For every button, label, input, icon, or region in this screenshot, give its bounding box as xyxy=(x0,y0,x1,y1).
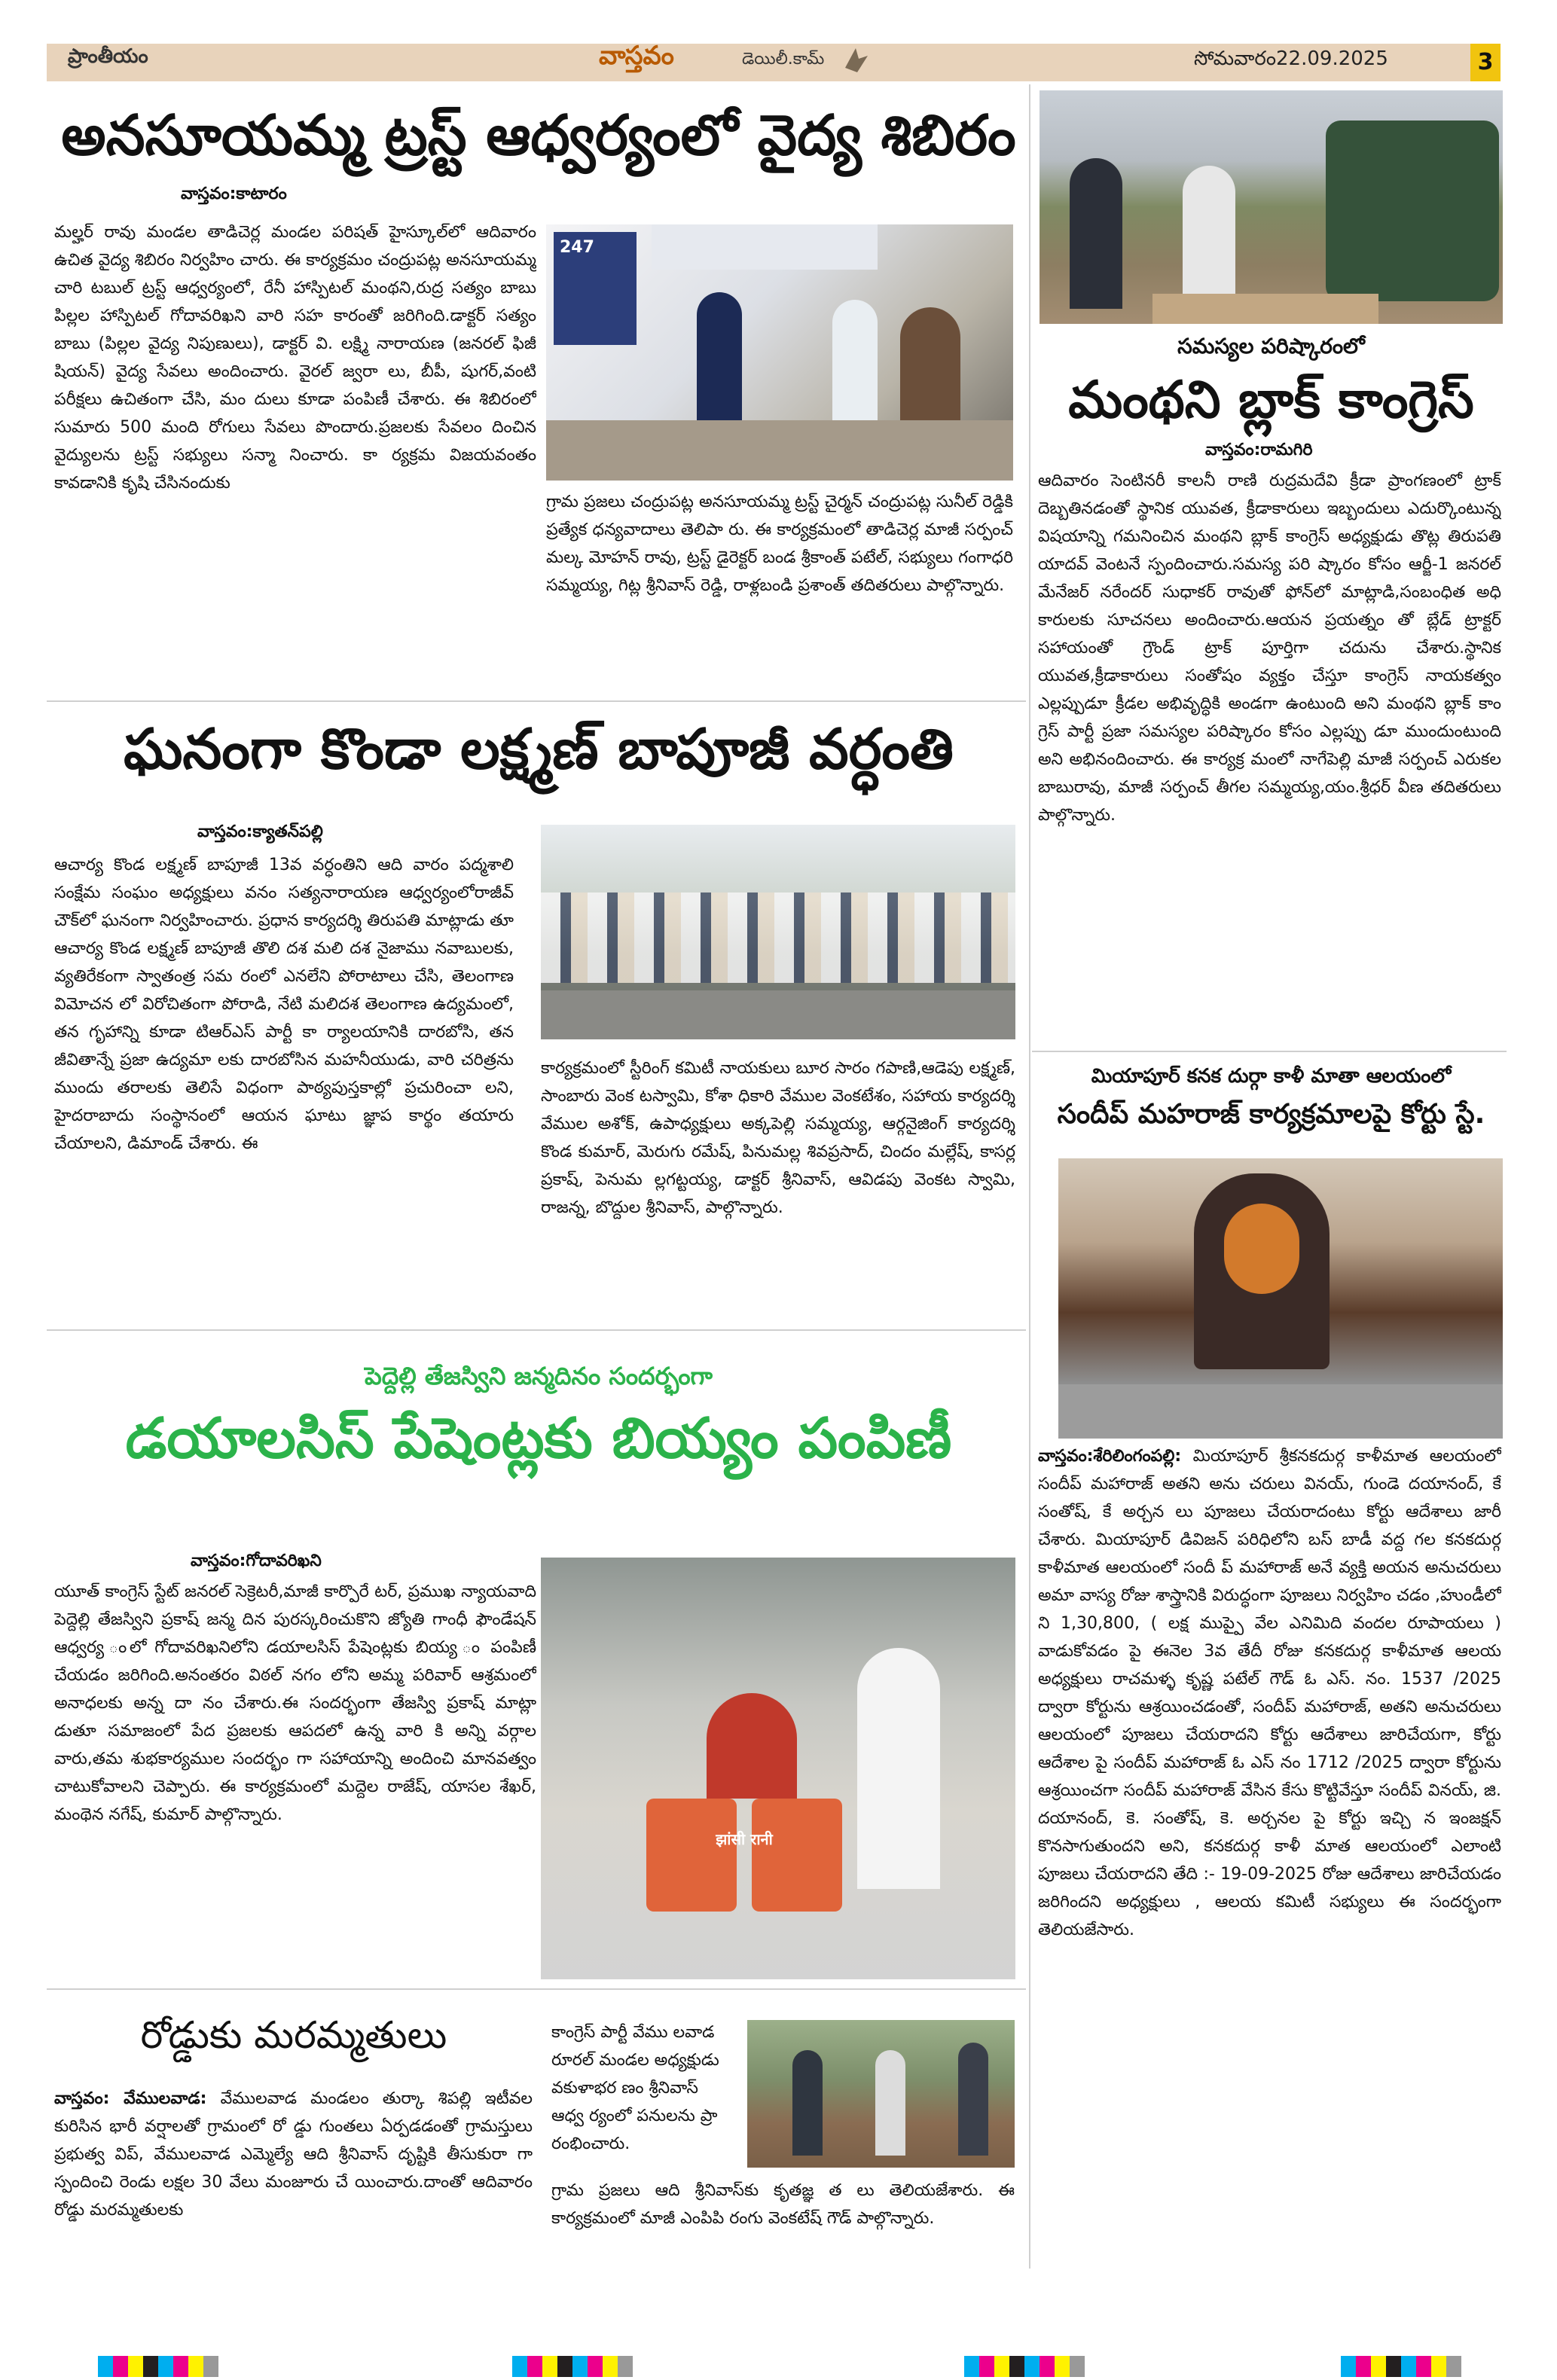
article2-headline: మంథని బ్లాక్ కాంగ్రెస్ xyxy=(1068,371,1474,430)
article2-photo xyxy=(1040,90,1503,324)
article6-col1: వేములవాడ మండలం తుర్కా శిపల్లి ఇటీవల కురిసిన భారీ వర్షాలతో గ్రామంలో రో డ్డు గుంతలు ఏర్పడడంతో గ్రామస్తులు ప్రభుత్వ విప్, వేములవాడ ఎమ్మెల్యే ఆది శ్రీనివాస్ దృష్టికి తీసుకురా గా స్పందించి రెండు లక్షల 30 వేలు మంజూరు చే యించారు.దాంతో ఆదివారం రోడ్డు మరమ్మతులకు xyxy=(54,2089,533,2220)
rice-bag-label: झांसी रानी xyxy=(716,1830,773,1848)
article1-dateline: వాస్తవం:కాటారం xyxy=(181,185,287,203)
article6-col2a: కాంగ్రెస్ పార్టీ వేము లవాడ రూరల్ మండల అధ్యక్షుడు వకుళాభర ణం శ్రీనివాస్ ఆధ్వ ర్యంలో పనులను ప్రా రంభించారు. xyxy=(551,2023,719,2153)
photo-banner-text: 247 xyxy=(560,238,594,257)
article3-dateline: వాస్తవం:క్యాతన్‌పల్లి xyxy=(197,822,323,841)
article5-photo xyxy=(541,1558,1015,1979)
issue-date: సోమవారం22.09.2025 xyxy=(1194,47,1388,70)
article4-headline: సందీప్ మహరాజ్ కార్యక్రమాలపై కోర్టు స్టే. xyxy=(1057,1099,1485,1130)
section-divider xyxy=(1032,1051,1507,1052)
bird-logo-icon xyxy=(842,45,869,75)
article6-photo xyxy=(747,2020,1015,2168)
article6-headline: రోడ్డుకు మరమ్మతులు xyxy=(140,2013,447,2057)
section-divider xyxy=(47,700,1026,702)
paper-name: వాస్తవం xyxy=(599,41,674,71)
article5-headline: డయాలసిస్ పేషెంట్లకు బియ్యం పంపిణీ xyxy=(125,1406,952,1471)
article2-text: ఆదివారం సెంటినరీ కాలనీ రాణి రుద్రమదేవి క్రీడా ప్రాంగణంలో ట్రాక్ దెబ్బతినడంతో స్థానిక యువత, క్రీడాకారులు ఇబ్బందులు ఎదుర్కొంటున్న విషయాన్ని గమనించిన మంథని బ్లాక్ కాంగ్రెస్ అధ్యక్షుడు తొట్ల తిరుపతి యాదవ్ వెంటనే స్పందించారు.సమస్య పరి ష్కారం కోసం ఆర్జీ-1 జనరల్ మేనేజర్ నరేందర్ సుధాకర్ రావుతో ఫోన్‌లో మాట్లాడి,సంబంధిత అధి కారులకు సూచనలు అందించారు.ఆయన ప్రయత్నం తో బ్లేడ్ ట్రాక్టర్ సహాయంతో గ్రౌండ్ ట్రాక్ పూర్తిగా చదును చేశారు.స్థానిక యువత,క్రీడాకారులు సంతోషం వ్యక్తం చేస్తూ కాంగ్రెస్ నాయకత్వం ఎల్లప్పుడూ క్రీడల అభివృద్ధికి అండగా ఉంటుంది అని మంథని బ్లాక్ కాం గ్రెస్ పార్టీ ప్రజా సమస్యల పరిష్కారం కోసం ఎల్లప్పు డూ ముందుంటుంది అని అభినందించారు. ఈ కార్యక్ర మంలో నాగేపెల్లి మాజీ సర్పంచ్ ఎరుకల బాబురావు, మాజీ సర్పంచ్ తీగల సమ్మయ్య,యం.శ్రీధర్ వీణ తదితరులు పాల్గొన్నారు. xyxy=(1038,471,1501,825)
article6-col2b: గ్రామ ప్రజలు ఆది శ్రీనివాస్‌కు కృతజ్ఞ త లు తెలియజేశారు. ఈ కార్యక్రమంలో మాజీ ఎంపిపి రంగు వెంకటేష్ గౌడ్ పాల్గొన్నారు. xyxy=(551,2181,1015,2228)
section-divider xyxy=(47,1988,1026,1990)
article5-kicker: పెద్దెల్లి తేజస్విని జన్మదినం సందర్భంగా xyxy=(364,1362,713,1390)
print-color-bar xyxy=(98,2356,218,2380)
article3-col2: కార్యక్రమంలో స్టీరింగ్ కమిటీ నాయకులు బూర సారం గపాణి,ఆడెపు లక్ష్మణ్, సాంబారు వెంక టస్వామి, కోశా ధికారి వేముల వెంకటేశం, సహాయ కార్యదర్శి వేముల అశోక్, ఉపాధ్యక్షులు అక్కపెల్లి సమ్మయ్య, ఆర్గనైజింగ్ కార్యదర్శి కొండ కుమార్, మెరుగు రమేష్, పినుమల్ల శివప్రసాద్, చిందం మల్లేష్, కాసర్ల ప్రకాష్, పెనుమ ల్లగట్టయ్య, డాక్టర్ శ్రీనివాస్, ఆవిడపు వెంకట స్వామి, రాజన్న, బొద్దుల శ్రీనివాస్, పాల్గొన్నారు. xyxy=(541,1059,1015,1217)
article3-col1: ఆచార్య కొండ లక్ష్మణ్ బాపూజీ 13వ వర్ధంతిని ఆది వారం పద్మశాలి సంక్షేమ సంఘం అధ్యక్షులు వనం సత్యనారాయణ ఆధ్వర్యంలోరాజీవ్ చౌక్‌లో ఘనంగా నిర్వహించారు. ప్రధాన కార్యదర్శి తిరుపతి మాట్లాడు తూ ఆచార్య కొండ లక్ష్మణ్ బాపూజీ తొలి దశ మలి దశ నైజాము నవాబులకు, వ్యతిరేకంగా స్వాతంత్ర సమ రంలో ఎనలేని పోరాటాలు చేసి, తెలంగాణ విమోచన లో విరోచితంగా పోరాడి, నేటి మలిదశ తెలంగాణ ఉద్యమంలో, తన గృహాన్ని కూడా టిఆర్ఎస్ పార్టీ కా ర్యాలయానికి దారబోసి, తన జీవితాన్నే ప్రజా ఉద్యమా లకు దారబోసిన మహనీయుడు, వారి చరిత్రను ముందు తరాలకు తెలిసే విధంగా పాఠ్యపుస్తకాల్లో ప్రచురించా లని, హైదరాబాదు సంస్థానంలో ఆయన ఘాటు జ్ఞాప కార్థం తయారు చేయాలని, డిమాండ్ చేశారు. ఈ xyxy=(54,856,514,1153)
article4-body xyxy=(1038,1442,1501,2271)
article5-dateline: వాస్తవం:గోదావరిఖని xyxy=(191,1552,322,1570)
article6-col1-wrap xyxy=(54,2085,533,2266)
article5-text: యూత్ కాంగ్రెస్ స్టేట్ జనరల్ సెక్రెటరీ,మాజీ కార్పొరే టర్, ప్రముఖ న్యాయవాది పెద్దెల్లి తేజస్విని ప్రకాష్ జన్మ దిన పురస్కరించుకొని జ్యోతి గాంధీ ఫౌండేషన్ ఆధ్వర్య ంలో గోదావరిఖనిలోని డయాలసిస్ పేషెంట్లకు బియ్య ం పంపిణీ చేయడం జరిగింది.అనంతరం విఠల్ నగం లోని అమ్మ పరివార్ ఆశ్రమంలో అనాధలకు అన్న దా నం చేశారు.ఈ సందర్భంగా తేజస్వి ప్రకాష్ మాట్లా డుతూ సమాజంలో పేద ప్రజలకు ఆపదలో ఉన్న వారి కి అన్ని వర్గాల వారు,తమ శుభకార్యముల సందర్భం గా సహాయాన్ని అందించి మానవత్వం చాటుకోవాలని చెప్పారు. ఈ కార్యక్రమంలో మద్దెల రాజేష్, యాసల శేఖర్, మంథెన నగేష్, కుమార్ పాల్గొన్నారు. xyxy=(54,1582,536,1824)
page-number: 3 xyxy=(1470,44,1501,81)
section-label: ప్రాంతీయం xyxy=(68,45,148,68)
article1-headline: అనసూయమ్మ ట్రస్ట్ ఆధ్వర్యంలో వైద్య శిబిరం xyxy=(61,103,1016,168)
column-divider xyxy=(1029,84,1030,2269)
print-color-bar xyxy=(512,2356,633,2380)
article2-dateline: వాస్తవం:రామగిరి xyxy=(1205,441,1313,459)
section-divider xyxy=(47,1329,1026,1331)
article1-photo xyxy=(546,224,1013,481)
article1-col2: గ్రామ ప్రజలు చంద్రుపట్ల అనసూయమ్మ ట్రస్ట్ చైర్మన్ చంద్రుపట్ల సునీల్ రెడ్డికి ప్రత్యేక ధన్యవాదాలు తెలిపా రు. ఈ కార్యక్రమంలో తాడిచెర్ల మాజీ సర్పంచ్ మల్క మోహన్ రావు, ట్రస్ట్ డైరెక్టర్ బండ శ్రీకాంత్ పటేల్, సభ్యులు గంగాధరి సమ్మయ్య, గిట్ల శ్రీనివాస్ రెడ్డి, రాళ్లబండి ప్రశాంత్ తదితరులు పాల్గొన్నారు. xyxy=(546,493,1013,595)
article4-kicker: మియాపూర్ కనక దుర్గా కాళీ మాతా ఆలయంలో xyxy=(1091,1065,1452,1088)
article4-text: మియాపూర్ శ్రీకనకదుర్గ కాళీమాత ఆలయంలో సందీప్ మహారాజ్ అతని అను చరులు వినయ్, గుండె దయానంద్, కే సంతోష్, కే అర్చన లు పూజలు చేయరాదంటు కోర్టు ఆదేశాలు జారీ చేశారు. మియాపూర్ డివిజన్ పరిధిలోని బస్ బాడీ వద్ద గల కనకదుర్గ కాళీమాత ఆలయంలో సందీ ప్ మహారాజ్ అనే వ్యక్తి అయన అనుచరులు అమా వాస్య రోజు శాస్త్రానికి విరుద్ధంగా పూజలు నిర్వహిం చడం ,హుండీలో ని 1,30,800, ( లక్ష ముప్పై వేల ఎనిమిది వందల రూపాయలు ) వాడుకోవడం పై ఈనెల 3వ తేదీ రోజు కనకదుర్గ కాళీమాత ఆలయ అధ్యక్షులు రాచమళ్ళ కృష్ణ పటేల్ గౌడ్ ఓ ఎస్. నం. 1537 /2025 ద్వారా కోర్టును ఆశ్రయించడంతో, సందీప్ మహారాజ్, అతని అనుచరులు ఆలయంలో పూజలు చేయరాదని కోర్టు ఆదేశాలు జారిచేయగా, కోర్టు ఆదేశాల పై సందీప్ మహారాజ్ ఓ ఎస్ నం 1712 /2025 ద్వారా కోర్టును ఆశ్రయించగా సందీప్ మహారాజ్ వేసిన కేసు కొట్టివేస్తూ సందీప్ వినయ్, జి. దయానంద్, కె. సంతోష్, కె. అర్చనల పై కోర్టు ఇచ్చి న ఇంజక్షన్ కొనసాగుతుందని అని, కనకదుర్గ కాళీ మాత ఆలయంలో ఎలాంటి పూజలు చేయరాదని తేది :- 19-09-2025 రోజు ఆదేశాలు జారిచేయడం జరిగిందని అధ్యక్షులు , ఆలయ కమిటీ సభ్యులు ఈ సందర్భంగా తెలియజేసారు. xyxy=(1038,1447,1501,1939)
article1-col1: మల్హర్ రావు మండల తాడిచెర్ల మండల పరిషత్ హైస్కూల్‌లో ఆదివారం ఉచిత వైద్య శిబిరం నిర్వహిం చారు. ఈ కార్యక్రమం చంద్రుపట్ల అనసూయమ్మ చారి టబుల్ ట్రస్ట్ ఆధ్వర్యంలో, రేనీ హాస్పిటల్ మంథని,రుద్ర సత్యం బాబు పిల్లల హాస్పిటల్ గోదావరిఖని వారి సహ కారంతో జరిగింది.డాక్టర్ సత్యం బాబు (పిల్లల వైద్య నిపుణులు), డాక్టర్ వి. లక్ష్మి నారాయణ (జనరల్ ఫిజీ షియన్) వైద్య సేవలు అందించారు. వైరల్ జ్వరా లు, బీపీ, షుగర్,వంటి పరీక్షలు ఉచితంగా చేసి, మం దులు కూడా పంపిణీ చేశారు. ఈ శిబిరంలో సుమారు 500 మంది రోగులు సేవలు పొందారు.ప్రజలకు సేవలం దించిన వైద్యులను ట్రస్ట్ సభ్యులు సన్మా నించారు. కా ర్యక్రమ విజయవంతం కావడానికి కృషి చేసినందుకు xyxy=(54,223,536,493)
article3-headline: ఘనంగా కొండా లక్ష్మణ్ బాపూజీ వర్ధంతి xyxy=(124,717,954,782)
article6-dateline: వాస్తవం: వేములవాడ: xyxy=(54,2089,207,2108)
article2-kicker: సమస్యల పరిష్కారంలో xyxy=(1177,334,1365,359)
article4-photo xyxy=(1058,1158,1503,1439)
print-color-bar xyxy=(964,2356,1085,2380)
article3-photo xyxy=(541,825,1015,1039)
print-color-bar xyxy=(1341,2356,1461,2380)
paper-site: డెయిలీ.కామ్ xyxy=(742,50,825,69)
article4-dateline: వాస్తవం:శేరిలింగంపల్లి: xyxy=(1038,1447,1182,1466)
